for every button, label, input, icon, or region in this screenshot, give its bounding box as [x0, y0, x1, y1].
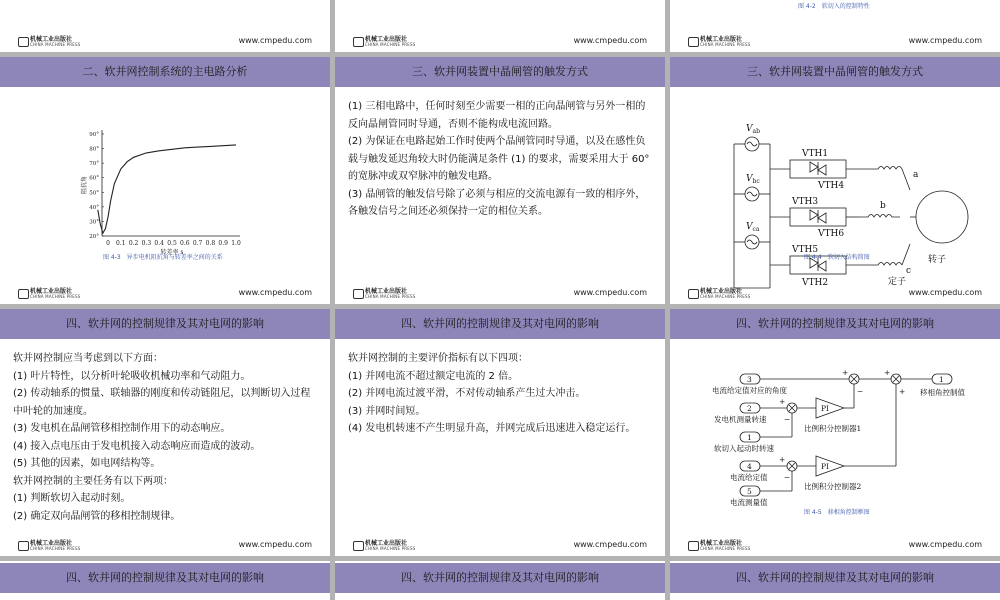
slide-body	[13, 350, 320, 525]
sign-plus: +	[779, 455, 786, 464]
node-number: 1	[747, 433, 752, 442]
stator-label: 定子	[888, 277, 907, 287]
source-label-vbc: $V_{bc}$	[746, 174, 760, 185]
slide-footer	[335, 32, 665, 52]
thyristor-label: VTH2	[802, 278, 829, 288]
y-tick-label: 20°	[89, 234, 99, 240]
publisher-logo: 机械工业出版社 CHINA MACHINE PRESS	[688, 34, 748, 50]
slide-footer	[670, 284, 1000, 304]
publisher-logo: 机械工业出版社 CHINA MACHINE PRESS	[353, 34, 413, 50]
phase-angle-control-diagram	[670, 339, 1000, 507]
sign-plus: +	[884, 368, 891, 377]
y-tick-label: 70°	[89, 161, 99, 168]
signal-label: 电流测量值	[730, 498, 768, 507]
x-axis-label: 转差率 s	[160, 249, 184, 256]
footer-url: www.cmpedu.com	[573, 288, 647, 297]
signal-label: 软切入起动时转速	[714, 444, 774, 453]
publisher-logo: 机械工业出版社 CHINA MACHINE PRESS	[353, 286, 413, 302]
paragraph: (3) 晶闸管的触发信号除了必须与相应的交流电源有一致的相序外，各触发信号之间还必须保持一定的相位关系。	[348, 188, 646, 217]
controller-label: 比例积分控制器1	[804, 424, 862, 433]
paragraph: (2) 为保证在电路起始工作时使两个晶闸管同时导通，以及在感性负载与触发延迟角较大时仍能满足条件 (1) 的要求，需要采用大于 60° 的宽脉冲或双窄脉冲的触发电路。	[348, 136, 650, 182]
paragraph: (2) 传动轴系的惯量、联轴器的刚度和传动链阻尼，以判断切入过程中叶轮的加速度。	[13, 388, 311, 417]
x-tick-label: 0.1	[116, 240, 126, 247]
slide-phase-angle-block-diagram[interactable]	[670, 309, 1000, 556]
x-tick-label: 0.9	[218, 240, 228, 247]
publisher-logo: 机械工业出版社 CHINA MACHINE PRESS	[688, 538, 748, 554]
signal-label: 电流给定值对应的角度	[712, 386, 787, 395]
footer-url: www.cmpedu.com	[238, 540, 312, 549]
paragraph: (2) 并网电流过渡平滑，不对传动轴系产生过大冲击。	[348, 388, 586, 399]
slide-top-2	[335, 0, 665, 52]
x-tick-label: 0.2	[128, 240, 139, 247]
slide-footer	[0, 32, 330, 52]
thyristor-label: VTH5	[792, 245, 819, 255]
sign-plus: +	[842, 368, 849, 377]
paragraph: 软并网控制的主要任务有以下两项：	[13, 475, 173, 487]
node-number: 2	[747, 404, 752, 413]
y-tick-label: 50°	[89, 190, 99, 197]
sign-plus: +	[899, 387, 906, 396]
x-tick-label: 0.8	[205, 240, 216, 247]
slide-body	[348, 350, 655, 438]
impedance-angle-chart	[0, 90, 330, 265]
signal-label: 发电机测量转速	[714, 415, 767, 424]
rotor-label: 转子	[928, 255, 947, 265]
terminal-label-a: a	[913, 170, 919, 180]
pi-label: PI	[821, 404, 830, 413]
source-label-vab: $V_{ab}$	[746, 124, 760, 135]
figure-caption: 图 4-2 软切入的控制特性	[798, 3, 870, 10]
y-tick-label: 60°	[89, 175, 99, 182]
thyristor-label: VTH6	[818, 229, 845, 239]
slide-footer	[0, 284, 330, 304]
slide-impedance-angle[interactable]	[0, 57, 330, 304]
x-tick-label: 0.7	[192, 240, 203, 247]
footer-url: www.cmpedu.com	[238, 288, 312, 297]
slide-title: 四、软并网的控制规律及其对电网的影响	[0, 309, 330, 339]
slide-soft-start-circuit[interactable]	[670, 57, 1000, 304]
slide-top-1	[0, 0, 330, 52]
publisher-logo: 机械工业出版社 CHINA MACHINE PRESS	[18, 538, 78, 554]
slide-title: 四、软并网的控制规律及其对电网的影响	[670, 563, 1000, 593]
footer-url: www.cmpedu.com	[573, 36, 647, 45]
slide-footer	[0, 536, 330, 556]
paragraph: (3) 发电机在晶闸管移相控制作用下的动态响应。	[13, 423, 231, 434]
footer-url: www.cmpedu.com	[908, 288, 982, 297]
paragraph: (1) 叶片特性，以分析叶轮吸收机械功率和气动阻力。	[13, 370, 251, 382]
x-tick-label: 1.0	[231, 240, 241, 247]
slide-control-considerations[interactable]	[0, 309, 330, 556]
thyristor-label: VTH4	[818, 181, 845, 191]
pi-label: PI	[821, 462, 830, 471]
paragraph: 软并网控制的主要评价指标有以下四项：	[348, 353, 528, 364]
sign-minus: −	[784, 415, 791, 424]
paragraph: (4) 发电机转速不产生明显升高，并网完成后迅速进入稳定运行。	[348, 423, 636, 434]
node-number: 3	[747, 375, 752, 384]
y-axis-label: 阻抗角	[81, 175, 88, 195]
paragraph: (4) 接入点电压由于发电机接入动态响应而造成的波动。	[13, 440, 261, 452]
slide-footer	[670, 536, 1000, 556]
node-number: 1	[939, 375, 944, 384]
slide-title: 四、软并网的控制规律及其对电网的影响	[335, 563, 665, 593]
slide-title: 三、软并网装置中晶闸管的触发方式	[670, 57, 1000, 87]
slide-bottom-1[interactable]	[0, 561, 330, 600]
figure-caption: 图 4-4 软切入结构简图	[804, 254, 870, 261]
footer-url: www.cmpedu.com	[908, 540, 982, 549]
series-line	[98, 145, 236, 233]
slide-body	[348, 98, 655, 221]
motor-icon	[916, 191, 968, 243]
terminal-label-c: c	[906, 266, 912, 276]
publisher-logo: 机械工业出版社 CHINA MACHINE PRESS	[353, 538, 413, 554]
figure-caption: 图 4-5 移相角控制框图	[804, 509, 870, 516]
x-tick-label: 0	[106, 240, 110, 247]
y-tick-label: 90°	[89, 132, 99, 138]
paragraph: (1) 并网电流不超过额定电流的 2 倍。	[348, 370, 519, 382]
slide-footer	[335, 284, 665, 304]
slide-footer	[335, 536, 665, 556]
y-tick-label: 40°	[89, 204, 99, 211]
thyristor-label: VTH3	[792, 197, 819, 207]
slide-title: 三、软并网装置中晶闸管的触发方式	[335, 57, 665, 87]
slide-title: 四、软并网的控制规律及其对电网的影响	[0, 563, 330, 593]
node-number: 5	[747, 487, 752, 496]
slide-title: 二、软并网控制系统的主电路分析	[0, 57, 330, 87]
sign-minus: −	[857, 387, 864, 396]
slide-evaluation-criteria[interactable]	[335, 309, 665, 556]
slide-title: 四、软并网的控制规律及其对电网的影响	[335, 309, 665, 339]
slide-bottom-2[interactable]	[335, 561, 665, 600]
y-tick-label: 80°	[89, 146, 99, 153]
slide-trigger-text[interactable]	[335, 57, 665, 304]
x-tick-label: 0.3	[141, 240, 152, 247]
y-tick-label: 30°	[89, 219, 99, 226]
paragraph: 软并网控制应当考虑到以下方面：	[13, 353, 163, 364]
signal-label: 移相角控制值	[920, 388, 965, 397]
figure-caption: 图 4-3 异步电机阻抗角与转差率之间的关系	[103, 254, 223, 261]
controller-label: 比例积分控制器2	[804, 482, 862, 491]
paragraph: (1) 判断软切入起动时刻。	[13, 493, 131, 504]
publisher-logo: 机械工业出版社 CHINA MACHINE PRESS	[18, 286, 78, 302]
thyristor-label: VTH1	[802, 149, 829, 159]
x-tick-label: 0.6	[180, 240, 190, 247]
paragraph: (5) 其他的因素，如电网结构等。	[13, 458, 161, 469]
publisher-logo: 机械工业出版社 CHINA MACHINE PRESS	[18, 34, 78, 50]
slide-bottom-3[interactable]	[670, 561, 1000, 600]
footer-url: www.cmpedu.com	[573, 540, 647, 549]
publisher-logo: 机械工业出版社 CHINA MACHINE PRESS	[688, 286, 748, 302]
slide-top-3	[670, 0, 1000, 52]
x-tick-label: 0.4	[154, 240, 164, 247]
sign-plus: +	[779, 397, 786, 406]
slide-footer	[670, 32, 1000, 52]
paragraph: (1) 三相电路中，任何时刻至少需要一相的正向晶闸管与另外一相的反向晶闸管同时导通，否则不能构成电流回路。	[348, 101, 646, 130]
node-number: 4	[747, 462, 752, 471]
paragraph: (3) 并网时间短。	[348, 405, 426, 417]
footer-url: www.cmpedu.com	[908, 36, 982, 45]
source-label-vca: $V_{ca}$	[746, 222, 760, 233]
slide-title: 四、软并网的控制规律及其对电网的影响	[670, 309, 1000, 339]
terminal-label-b: b	[880, 201, 886, 211]
footer-url: www.cmpedu.com	[238, 36, 312, 45]
x-tick-label: 0.5	[167, 240, 177, 247]
signal-label: 电流给定值	[730, 473, 768, 482]
paragraph: (2) 确定双向晶闸管的移相控制规律。	[13, 510, 181, 522]
sign-minus: −	[784, 473, 791, 482]
